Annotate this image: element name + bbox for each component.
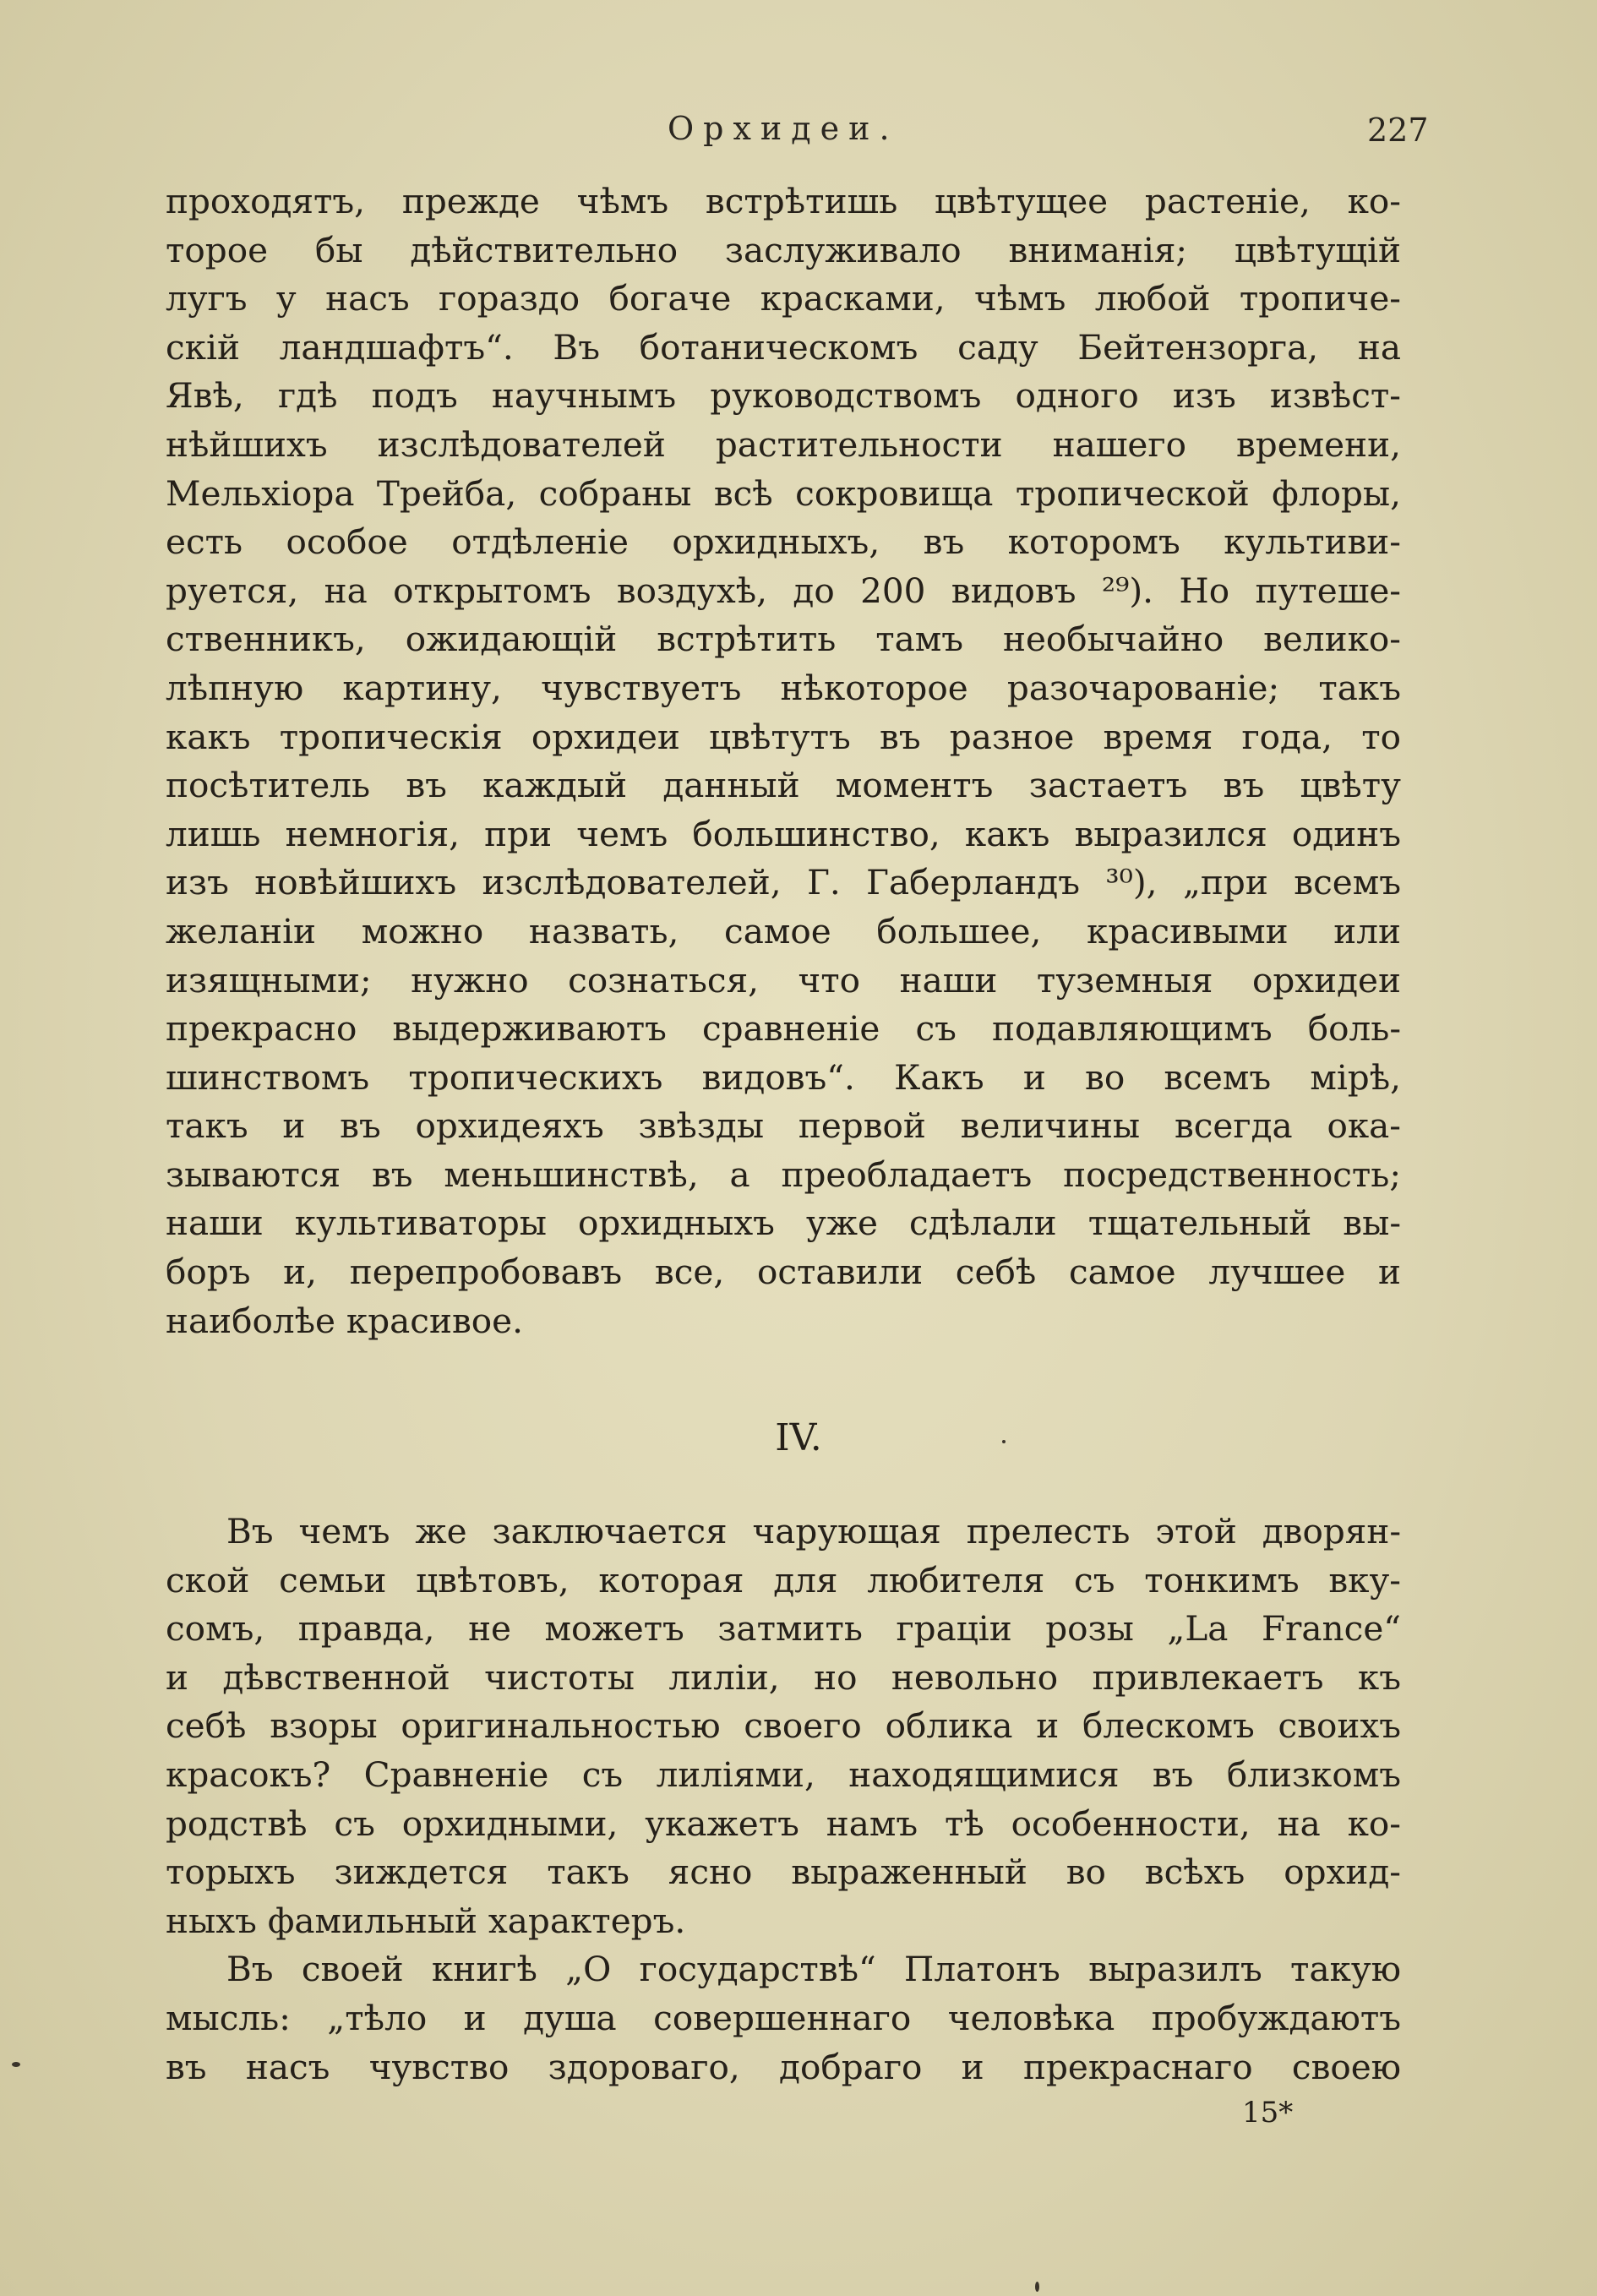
text-line: скій ландшафтъ“. Въ ботаническомъ саду Бейтензорга, на [166, 326, 1401, 368]
text-line: прекрасно выдерживаютъ сравненіе съ подавляющимъ боль- [166, 1008, 1401, 1050]
text-line: такъ и въ орхидеяхъ звѣзды первой величины всегда ока- [166, 1105, 1401, 1147]
text-line: лѣпную картину, чувствуетъ нѣкоторое разочарованіе; такъ [166, 667, 1401, 708]
text-line: и дѣвственной чистоты лиліи, но невольно привлекаетъ къ [166, 1656, 1401, 1698]
text-line: желаніи можно назвать, самое большее, красивыми или [166, 910, 1401, 952]
print-speck [12, 2062, 20, 2067]
paragraphs-2-3 [166, 1508, 1401, 2091]
text-line: изъ новѣйшихъ изслѣдователей, Г. Габерландъ ³⁰), „при всемъ [166, 862, 1401, 903]
text-line: ской семьи цвѣтовъ, которая для любителя съ тонкимъ вку- [166, 1559, 1401, 1601]
text-line: лугъ у насъ гораздо богаче красками, чѣмъ любой тропиче- [166, 278, 1401, 319]
text-line: въ насъ чувство здороваго, добраго и прекраснаго своею [166, 2046, 1401, 2087]
text-line: посѣтитель въ каждый данный моментъ застаетъ въ цвѣту [166, 765, 1401, 806]
text-line: зываются въ меньшинствѣ, а преобладаетъ посредственность; [166, 1153, 1401, 1195]
text-line: торое бы дѣйствительно заслуживало вниманія; цвѣтущій [166, 229, 1401, 270]
text-line: Въ своей книгѣ „О государствѣ“ Платонъ выразилъ такую [226, 1949, 1401, 1990]
signature-mark: 15* [1242, 2096, 1294, 2130]
text-line: шинствомъ тропическихъ видовъ“. Какъ и во всемъ мірѣ, [166, 1056, 1401, 1098]
text-line: есть особое отдѣленіе орхидныхъ, въ которомъ культиви- [166, 521, 1401, 563]
text-line: лишь немногія, при чемъ большинство, какъ выразился одинъ [166, 813, 1401, 854]
print-speck [1002, 1440, 1006, 1443]
text-line: ныхъ фамильный характеръ. [166, 1900, 686, 1941]
text-line: себѣ взоры оригинальностью своего облика и блескомъ своихъ [166, 1705, 1401, 1747]
text-line: проходятъ, прежде чѣмъ встрѣтишь цвѣтущее растеніе, ко- [166, 181, 1401, 221]
text-line: руется, на открытомъ воздухѣ, до 200 видовъ ²⁹). Но путеше- [166, 570, 1401, 611]
text-line: наиболѣе красивое. [166, 1300, 523, 1341]
text-line: Явѣ, гдѣ подъ научнымъ руководствомъ одного изъ извѣст- [166, 375, 1401, 417]
text-line: ственникъ, ожидающій встрѣтить тамъ необычайно велико- [166, 619, 1401, 660]
print-speck [1035, 2282, 1039, 2292]
text-line: Въ чемъ же заключается чарующая прелесть этой дворян- [226, 1511, 1401, 1552]
text-line: наши культиваторы орхидныхъ уже сдѣлали тщательный вы- [166, 1203, 1401, 1244]
text-line: какъ тропическія орхидеи цвѣтутъ въ разное время года, то [166, 716, 1401, 757]
text-line: изящными; нужно сознаться, что наши туземныя орхидеи [166, 959, 1401, 1001]
text-line: сомъ, правда, не можетъ затмить граціи розы „La France“ [166, 1608, 1401, 1650]
text-line: красокъ? Сравненіе съ лиліями, находящимися въ близкомъ [166, 1753, 1401, 1795]
page-number: 227 [1367, 112, 1429, 149]
paragraph-1 [166, 177, 1401, 1345]
running-title: Орхидеи. [668, 110, 899, 147]
text-line: нѣйшихъ изслѣдователей растительности нашего времени, [166, 423, 1401, 465]
section-heading: IV. [775, 1416, 822, 1459]
text-line: боръ и, перепробовавъ все, оставили себѣ самое лучшее и [166, 1252, 1401, 1293]
text-line: родствѣ съ орхидными, укажетъ намъ тѣ особенности, на ко- [166, 1802, 1401, 1844]
text-line: торыхъ зиждется такъ ясно выраженный во всѣхъ орхид- [166, 1852, 1401, 1893]
page-header [0, 103, 1597, 154]
text-line: мысль: „тѣло и душа совершеннаго человѣка пробуждаютъ [166, 1997, 1401, 2038]
text-line: Мельхіора Трейба, собраны всѣ сокровища тропической флоры, [166, 472, 1401, 514]
